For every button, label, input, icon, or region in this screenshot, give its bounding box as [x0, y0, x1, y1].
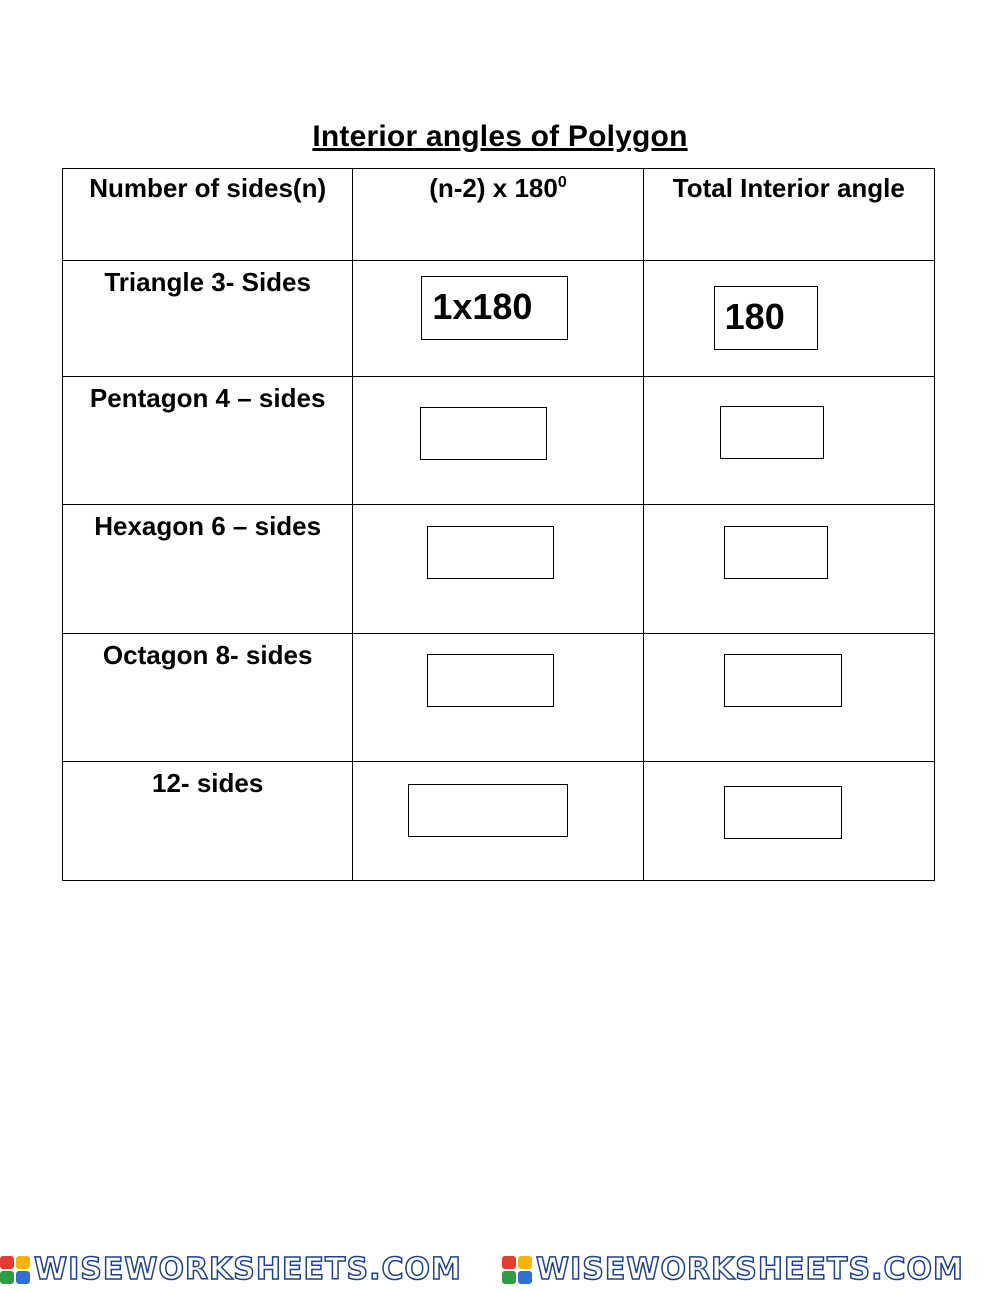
formula-input-pentagon[interactable]	[420, 407, 547, 460]
formula-cell	[353, 762, 643, 881]
table-header-row	[63, 169, 935, 261]
total-input-12-sides[interactable]	[724, 786, 842, 839]
brand-logo-icon	[502, 1256, 532, 1284]
table-row	[63, 634, 935, 762]
logo-square-red	[502, 1256, 516, 1269]
header-formula	[353, 169, 643, 261]
formula-cell	[353, 634, 643, 762]
total-cell	[643, 261, 934, 377]
total-cell	[643, 505, 934, 634]
header-formula-text: (n-2) x 180	[429, 173, 558, 203]
total-cell	[643, 634, 934, 762]
row-label-pentagon: Pentagon 4 – sides	[63, 377, 353, 505]
formula-input-triangle[interactable]: 1x180	[421, 276, 568, 340]
header-total-interior-angle: Total Interior angle	[643, 169, 934, 261]
total-input-hexagon[interactable]	[724, 526, 828, 579]
row-label-octagon: Octagon 8- sides	[63, 634, 353, 762]
row-label-triangle: Triangle 3- Sides	[63, 261, 353, 377]
formula-cell	[353, 505, 643, 634]
total-cell	[643, 762, 934, 881]
formula-cell	[353, 261, 643, 377]
brand-text: WISEWORKSHEETS.COM	[536, 1252, 964, 1287]
footer-branding	[0, 1248, 1000, 1291]
header-formula-superscript: 0	[557, 174, 567, 191]
logo-square-blue	[518, 1271, 532, 1284]
brand-text: WISEWORKSHEETS.COM	[34, 1252, 462, 1287]
row-label-12-sides: 12- sides	[63, 762, 353, 881]
logo-square-yellow	[16, 1256, 30, 1269]
logo-square-yellow	[518, 1256, 532, 1269]
brand-logo-icon	[0, 1256, 30, 1284]
formula-input-octagon[interactable]	[427, 654, 554, 707]
logo-square-green	[0, 1271, 14, 1284]
total-input-pentagon[interactable]	[720, 406, 824, 459]
table-row	[63, 377, 935, 505]
logo-square-green	[502, 1271, 516, 1284]
worksheet-title: Interior angles of Polygon	[312, 120, 688, 153]
table-row	[63, 762, 935, 881]
formula-input-12-sides[interactable]	[408, 784, 568, 837]
total-input-triangle[interactable]: 180	[714, 286, 818, 350]
brand-watermark	[502, 1252, 1000, 1287]
formula-cell	[353, 377, 643, 505]
row-label-hexagon: Hexagon 6 – sides	[63, 505, 353, 634]
header-number-of-sides: Number of sides(n)	[63, 169, 353, 261]
angles-table	[62, 168, 935, 881]
formula-input-hexagon[interactable]	[427, 526, 554, 579]
table-row	[63, 261, 935, 377]
logo-square-blue	[16, 1271, 30, 1284]
table-row	[63, 505, 935, 634]
total-cell	[643, 377, 934, 505]
brand-watermark	[0, 1252, 498, 1287]
logo-square-red	[0, 1256, 14, 1269]
total-input-octagon[interactable]	[724, 654, 842, 707]
